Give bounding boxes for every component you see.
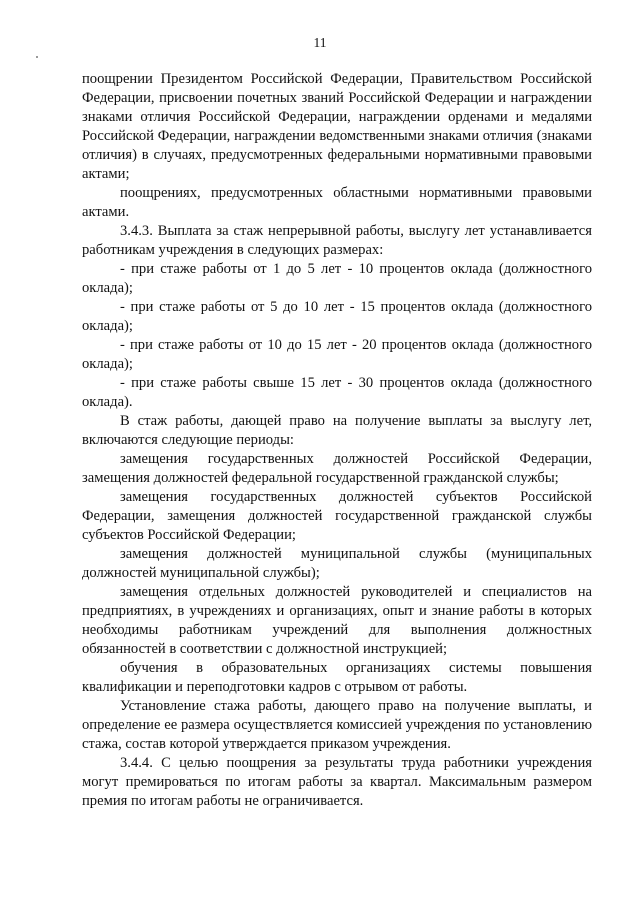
paragraph: В стаж работы, дающей право на получение выплаты за выслугу лет, включаются следующие периоды: — [82, 413, 592, 448]
paragraph: 3.4.3. Выплата за стаж непрерывной работы, выслугу лет устанавливается работникам учреждения в следующих размерах: — [82, 223, 592, 258]
document-body — [82, 70, 592, 811]
list-item: замещения государственных должностей Российской Федерации, замещения должностей федеральной государственной гражданской службы; — [82, 451, 592, 486]
list-item: - при стаже работы свыше 15 лет - 30 процентов оклада (должностного оклада). — [82, 375, 592, 410]
paragraph: 3.4.4. С целью поощрения за результаты труда работники учреждения могут премироваться по итогам работы за квартал. Максимальным размером премия по итогам работы не ограничивается. — [82, 755, 592, 809]
list-item: замещения государственных должностей субъектов Российской Федерации, замещения должностей государственной гражданской службы субъектов Российской Федерации; — [82, 489, 592, 543]
margin-mark — [36, 56, 38, 58]
list-item: замещения должностей муниципальной службы (муниципальных должностей муниципальной службы); — [82, 546, 592, 581]
page-number: 11 — [313, 35, 327, 50]
paragraph: поощрениях, предусмотренных областными нормативными правовыми актами. — [82, 185, 592, 220]
list-item: - при стаже работы от 5 до 10 лет - 15 процентов оклада (должностного оклада); — [82, 299, 592, 334]
list-item: замещения отдельных должностей руководителей и специалистов на предприятиях, в учреждениях и организациях, опыт и знание работы в которых необходимы работникам учреждений для выполнения должностных обязанностей в соответствии с должностной инструкцией; — [82, 584, 592, 657]
paragraph: Установление стажа работы, дающего право на получение выплаты, и определение ее размера осуществляется комиссией учреждения по установлению стажа, состав которой утверждается приказом учреждения. — [82, 698, 592, 752]
list-item: обучения в образовательных организациях системы повышения квалификации и переподготовки кадров с отрывом от работы. — [82, 660, 592, 695]
list-item: - при стаже работы от 10 до 15 лет - 20 процентов оклада (должностного оклада); — [82, 337, 592, 372]
list-item: - при стаже работы от 1 до 5 лет - 10 процентов оклада (должностного оклада); — [82, 261, 592, 296]
paragraph: поощрении Президентом Российской Федерации, Правительством Российской Федерации, присвоении почетных званий Российской Федерации и награждении знаками отличия Российской Федерации, награждении орденами и медалями Российской Федерации, награждении ведомственными знаками отличия (знаками отличия) в случаях, предусмотренных федеральными нормативными правовыми актами; — [82, 71, 592, 182]
